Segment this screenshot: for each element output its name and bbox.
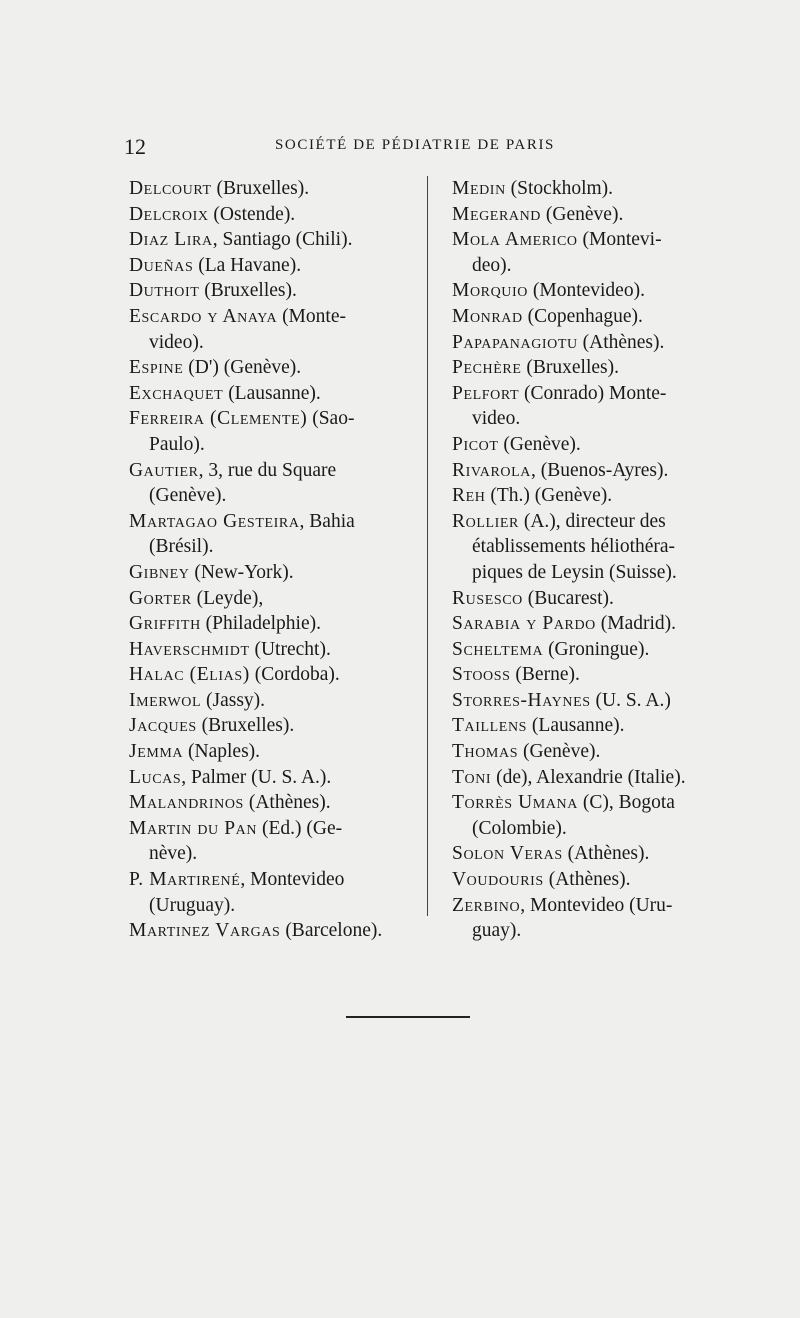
member-name: P. Martirené (129, 869, 241, 891)
member-continuation: nève). (149, 843, 198, 865)
member-entry (452, 790, 732, 841)
member-name: Gibney (129, 561, 190, 583)
member-location: (Jassy). (201, 689, 266, 711)
member-name: Papapanagiotu (452, 331, 578, 353)
member-entry (452, 202, 732, 228)
member-entry (452, 483, 732, 509)
member-location: (Athènes). (543, 869, 631, 891)
member-name: Pelfort (452, 382, 520, 404)
member-entry (452, 765, 732, 791)
member-entry (129, 355, 414, 381)
member-name: Morquio (452, 280, 528, 302)
member-continuation: deo). (472, 254, 512, 276)
member-location: , Palmer (U. S. A.). (181, 766, 332, 788)
member-name: Dueñas (129, 254, 194, 276)
member-entry (129, 816, 414, 867)
member-name: Delcroix (129, 203, 209, 225)
member-entry (129, 739, 414, 765)
member-entry (452, 560, 732, 586)
member-location: (Bruxelles). (211, 178, 310, 199)
member-name: Solon Veras (452, 843, 563, 865)
member-name: Scheltema (452, 638, 544, 660)
member-name: Picot (452, 433, 499, 455)
member-entry (452, 739, 732, 765)
member-location: (Athènes). (243, 792, 331, 814)
member-name: Martagao Gesteira (129, 510, 300, 532)
member-entry (129, 458, 414, 509)
member-entry (129, 381, 414, 407)
member-entry (129, 202, 414, 228)
member-continuation: (Colombie). (472, 817, 567, 839)
member-location: (Stockholm). (505, 178, 614, 199)
end-rule (346, 1016, 470, 1018)
member-location: (Genève). (541, 203, 624, 225)
member-entry (452, 586, 732, 612)
member-location: (Ostende). (208, 203, 296, 225)
member-entry (452, 355, 732, 381)
member-entry (452, 432, 732, 458)
member-name: Delcourt (129, 178, 212, 199)
member-name: Toni (452, 766, 492, 788)
member-location: (Berne). (510, 664, 580, 686)
member-entry (129, 253, 414, 279)
member-name: Monrad (452, 305, 523, 327)
member-name: Martin du Pan (129, 817, 258, 839)
member-entry (452, 713, 732, 739)
member-entry (452, 176, 732, 202)
running-head: SOCIÉTÉ DE PÉDIATRIE DE PARIS (274, 137, 556, 153)
member-name: Halac (Elias) (129, 664, 250, 686)
member-location: (Barcelone). (280, 920, 383, 942)
member-location: (Ed.) (Ge- (257, 817, 343, 839)
column-divider (427, 176, 428, 916)
member-name: Escardo y Anaya (129, 305, 278, 327)
member-continuation: établissements héliothéra- (472, 536, 676, 558)
member-entry (452, 611, 732, 637)
member-entry (129, 586, 414, 612)
member-continuation: (Uruguay). (149, 894, 236, 916)
member-location: , Montevideo (Uru- (520, 894, 673, 916)
member-location: (Athènes). (562, 843, 650, 865)
member-location: (Philadelphie). (200, 613, 321, 635)
member-location: (New-York). (189, 561, 294, 583)
member-location: (Leyde), (191, 587, 264, 609)
member-continuation: (Brésil). (149, 536, 214, 558)
member-entry (129, 611, 414, 637)
member-name: Pechère (452, 357, 522, 379)
member-entry (129, 176, 414, 202)
member-location: , Santiago (Chili). (212, 229, 353, 251)
member-location: (C), Bogota (577, 792, 675, 814)
member-location: (Bruxelles). (196, 715, 295, 737)
member-name: Martinez Vargas (129, 920, 281, 942)
member-location: (Lausanne). (223, 382, 321, 404)
member-name: Reh (452, 485, 486, 507)
member-name: Lucas (129, 766, 182, 788)
member-entry (452, 381, 732, 432)
member-name: Haverschmidt (129, 638, 250, 660)
member-location: (Montevi- (577, 229, 662, 251)
member-location: (Groningue). (543, 638, 650, 660)
member-name: Jemma (129, 741, 184, 763)
member-location: (U. S. A.) (590, 689, 671, 711)
member-continuation: (Genève). (149, 485, 227, 507)
member-location: (Genève). (518, 741, 601, 763)
member-entry (129, 713, 414, 739)
member-entry (129, 790, 414, 816)
member-entry (452, 867, 732, 893)
member-entry (129, 918, 414, 944)
member-location: (Madrid). (595, 613, 677, 635)
member-entry (129, 867, 414, 918)
member-name: Rivarola (452, 459, 531, 481)
member-location: (Naples). (183, 741, 261, 763)
member-location: (Genève). (498, 433, 581, 455)
member-name: Espine (129, 357, 184, 379)
member-location: (Lausanne). (527, 715, 625, 737)
member-continuation: Paulo). (149, 433, 205, 455)
member-name: Malandrinos (129, 792, 244, 814)
member-name: Rollier (452, 510, 519, 532)
member-location: (Montevideo). (527, 280, 645, 302)
member-entry (129, 662, 414, 688)
member-entry (129, 688, 414, 714)
member-name: Duthoit (129, 280, 200, 302)
member-entry (452, 662, 732, 688)
member-name: Stooss (452, 664, 511, 686)
member-entry (452, 688, 732, 714)
member-name: Thomas (452, 741, 519, 763)
member-entry (452, 304, 732, 330)
member-entry (129, 227, 414, 253)
member-name: Medin (452, 178, 506, 199)
member-location: (Cordoba). (249, 664, 340, 686)
member-location: (Conrado) Monte- (519, 382, 667, 404)
member-continuation: video. (472, 408, 521, 430)
member-entry (452, 458, 732, 484)
member-location: (Bucarest). (522, 587, 614, 609)
member-entry (129, 304, 414, 355)
member-name: Zerbino (452, 894, 521, 916)
member-continuation: video). (149, 331, 204, 353)
member-name: Gautier (129, 459, 199, 481)
member-location: (Bruxelles). (521, 357, 619, 379)
member-name: Taillens (452, 715, 528, 737)
member-entry (452, 227, 732, 278)
member-entry (129, 765, 414, 791)
member-location: (Copenhague). (522, 305, 643, 327)
member-location: , (Buenos-Ayres). (531, 459, 669, 481)
members-list-right (452, 176, 732, 944)
member-location: (D') (Genève). (183, 357, 302, 379)
page-number: 12 (124, 134, 146, 159)
member-entry (452, 893, 732, 944)
member-entry (129, 560, 414, 586)
member-name: Rusesco (452, 587, 523, 609)
member-location: , 3, rue du Square (198, 459, 337, 481)
member-entry (452, 278, 732, 304)
member-continuation: piques de Leysin (Suisse). (472, 561, 677, 583)
member-name: Gorter (129, 587, 192, 609)
member-entry (129, 406, 414, 457)
member-continuation: guay). (472, 920, 522, 942)
member-entry (452, 637, 732, 663)
member-location: (Athènes). (577, 331, 665, 353)
member-name: Griffith (129, 613, 201, 635)
member-entry (452, 509, 732, 560)
member-entry (129, 509, 414, 560)
member-name: Sarabia y Pardo (452, 613, 596, 635)
member-name: Exchaquet (129, 382, 224, 404)
member-location: (A.), directeur des (518, 510, 666, 532)
member-entry (452, 841, 732, 867)
member-location: (de), Alexandrie (Italie). (491, 766, 686, 788)
member-entry (452, 330, 732, 356)
member-name: Ferreira (Clemente) (129, 408, 308, 430)
member-location: , Bahia (299, 510, 355, 532)
member-location: (Sao- (307, 408, 355, 430)
member-name: Diaz Lira (129, 229, 213, 251)
member-name: Jacques (129, 715, 197, 737)
member-name: Voudouris (452, 869, 544, 891)
member-location: (Th.) (Genève). (485, 485, 613, 507)
member-name: Mola Americo (452, 229, 578, 251)
member-name: Storres-Haynes (452, 689, 591, 711)
member-location: (La Havane). (193, 254, 302, 276)
member-location: (Bruxelles). (199, 280, 297, 302)
member-name: Torrès Umana (452, 792, 578, 814)
member-location: , Montevideo (240, 869, 345, 891)
members-list-left (129, 176, 414, 944)
member-location: (Monte- (277, 305, 346, 327)
member-name: Megerand (452, 203, 542, 225)
member-entry (129, 637, 414, 663)
member-location: (Utrecht). (249, 638, 331, 660)
member-name: Imerwol (129, 689, 202, 711)
member-entry (129, 278, 414, 304)
